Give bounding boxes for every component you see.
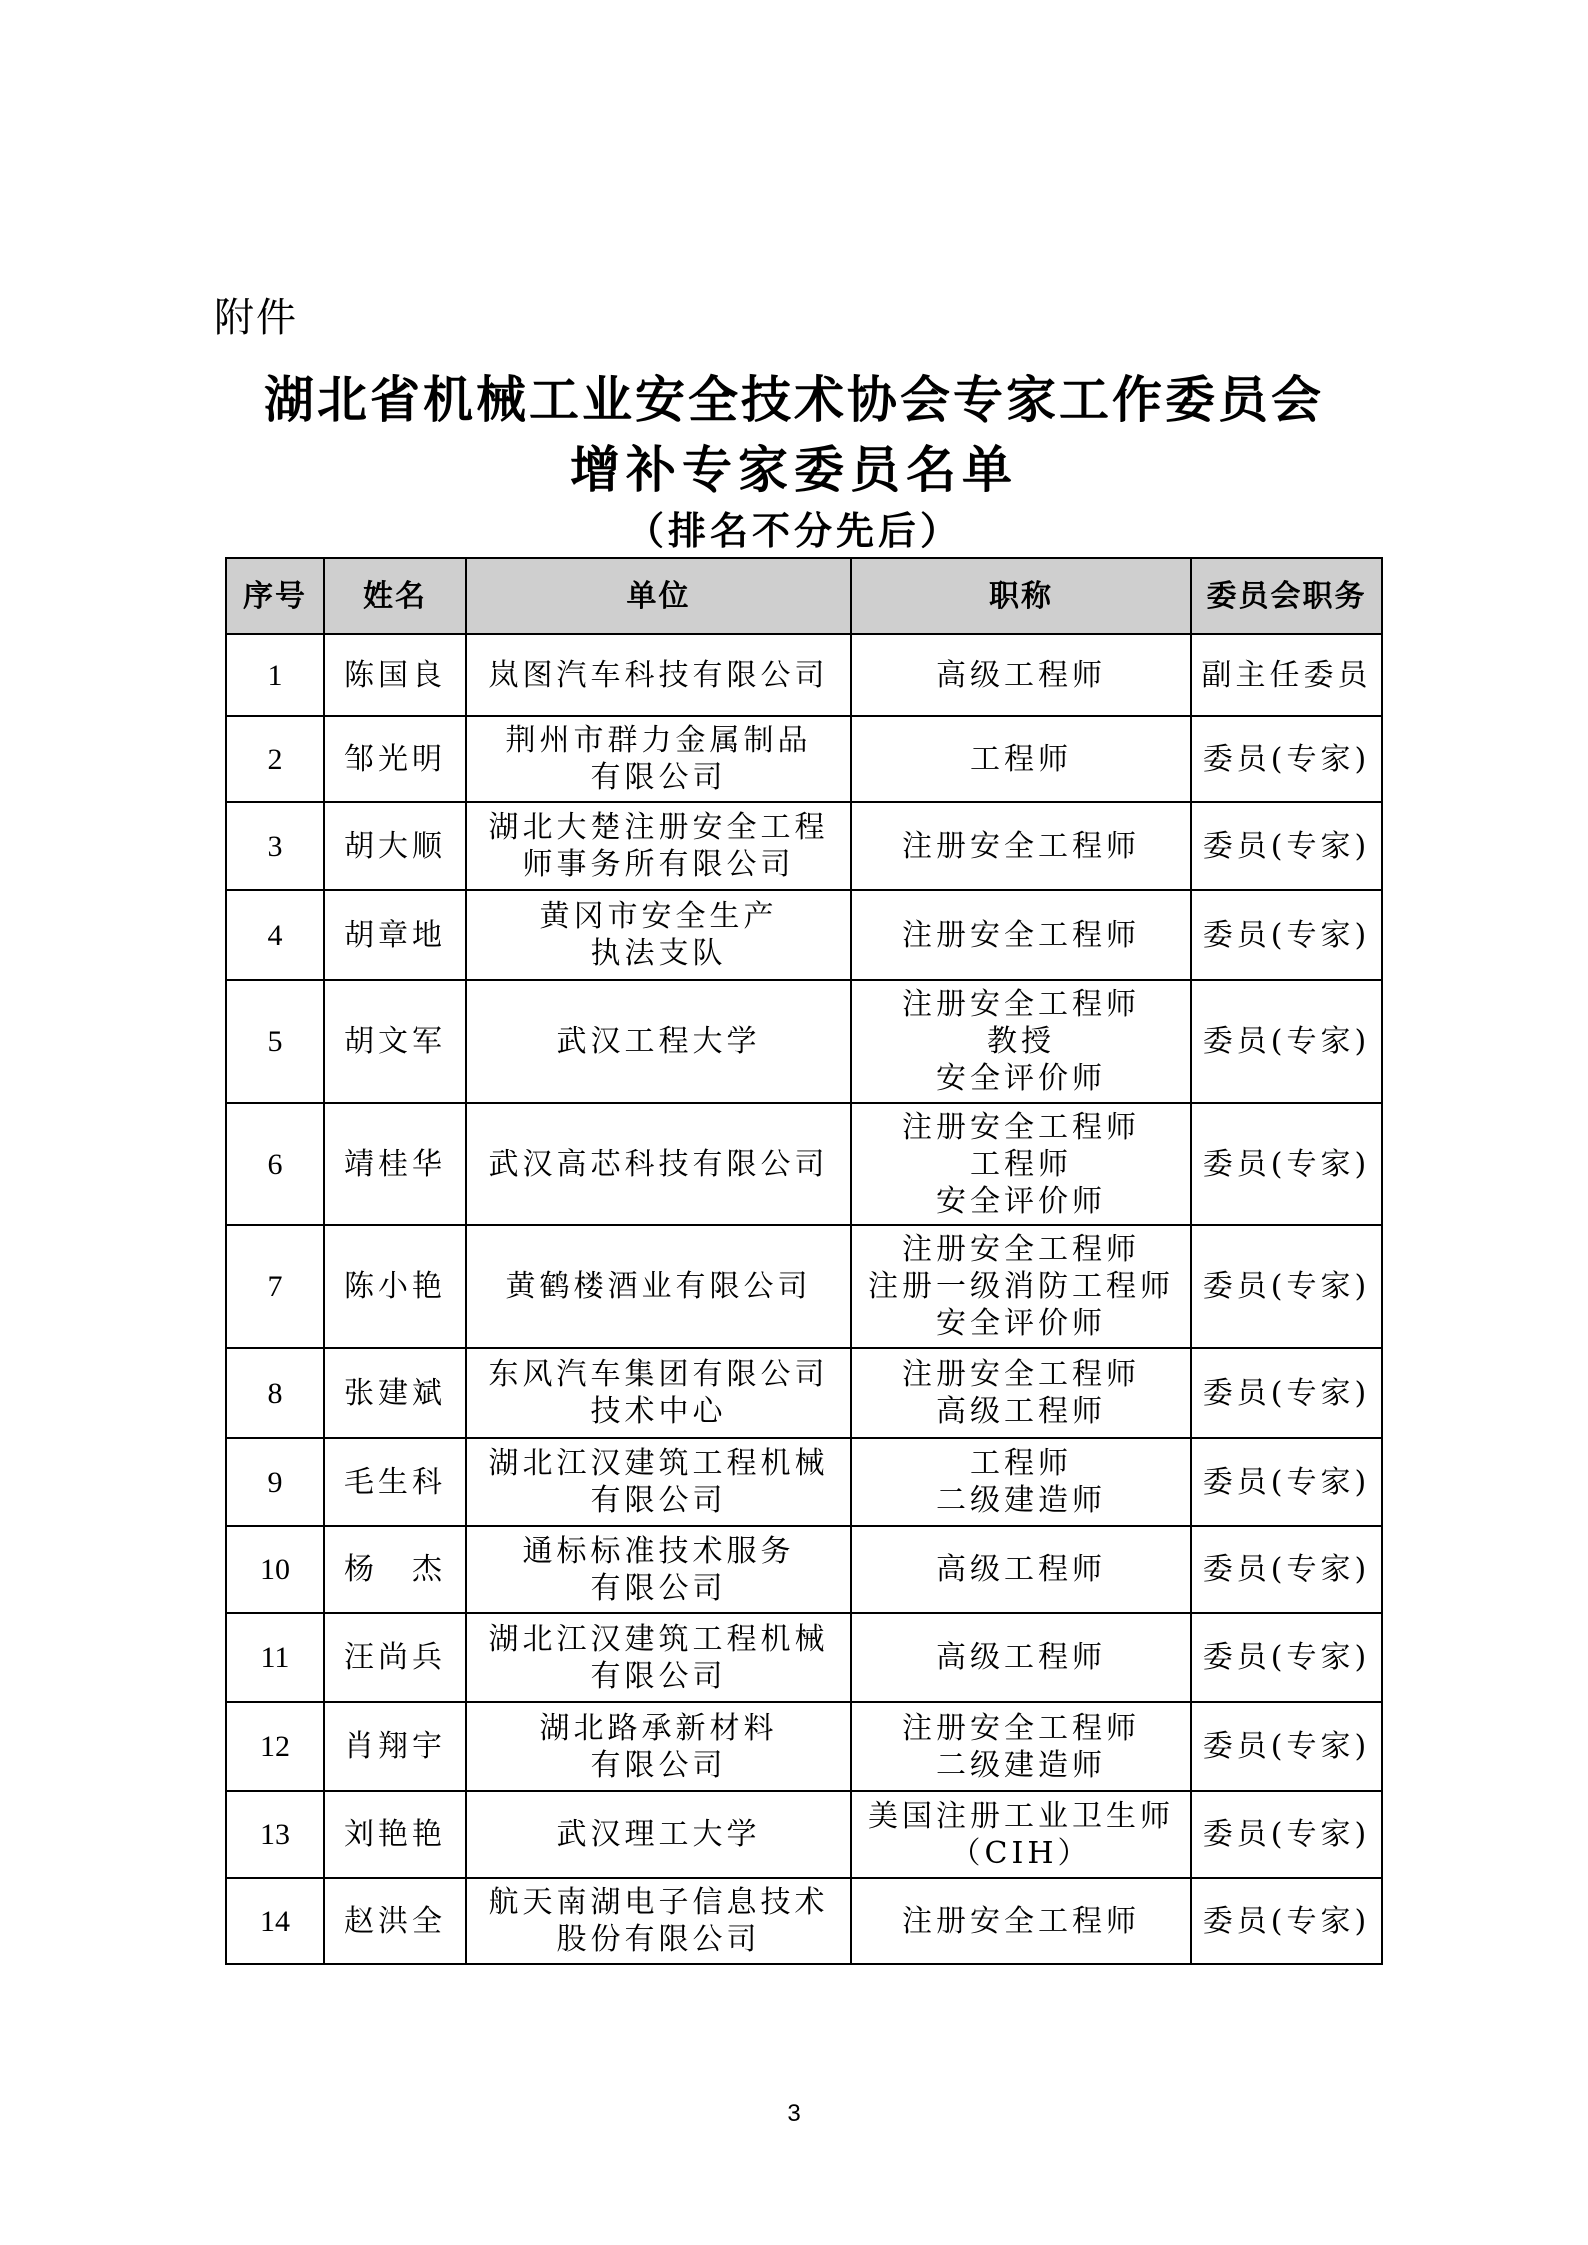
cell-committee-role: 委员(专家) bbox=[1191, 802, 1382, 890]
cell-committee-role: 委员(专家) bbox=[1191, 1791, 1382, 1878]
cell-unit-line: 湖北江汉建筑工程机械 bbox=[488, 1446, 829, 1481]
cell-name: 毛生科 bbox=[324, 1438, 466, 1526]
cell-unit bbox=[466, 1791, 851, 1878]
cell-committee-role: 委员(专家) bbox=[1191, 1438, 1382, 1526]
cell-unit bbox=[466, 1878, 851, 1964]
cell-professional-title bbox=[851, 1878, 1191, 1964]
cell-serial: 1 bbox=[226, 634, 324, 716]
cell-title-line: 工程师 bbox=[970, 1446, 1072, 1481]
cell-serial: 3 bbox=[226, 802, 324, 890]
cell-title-line: 高级工程师 bbox=[936, 1640, 1106, 1675]
cell-unit bbox=[466, 1613, 851, 1702]
cell-title-line: 注册安全工程师 bbox=[902, 1710, 1140, 1746]
cell-name: 靖桂华 bbox=[324, 1103, 466, 1225]
cell-professional-title bbox=[851, 1791, 1191, 1878]
cell-title-line: 美国注册工业卫生师 bbox=[868, 1798, 1174, 1834]
cell-unit bbox=[466, 634, 851, 716]
cell-name: 汪尚兵 bbox=[324, 1613, 466, 1702]
cell-unit-line: 武汉工程大学 bbox=[556, 1024, 761, 1059]
cell-serial: 12 bbox=[226, 1702, 324, 1791]
table-header-row bbox=[226, 558, 1382, 634]
cell-name: 张建斌 bbox=[324, 1348, 466, 1438]
cell-professional-title bbox=[851, 1103, 1191, 1225]
cell-name: 胡文军 bbox=[324, 980, 466, 1103]
cell-unit-line: 有限公司 bbox=[590, 1747, 727, 1783]
attachment-label: 附件 bbox=[214, 295, 298, 341]
cell-unit bbox=[466, 1526, 851, 1613]
cell-name: 杨 杰 bbox=[324, 1526, 466, 1613]
cell-professional-title bbox=[851, 1225, 1191, 1348]
cell-serial: 11 bbox=[226, 1613, 324, 1702]
cell-unit bbox=[466, 890, 851, 980]
document-title-line-1: 湖北省机械工业安全技术协会专家工作委员会 bbox=[264, 371, 1324, 429]
cell-unit-line: 航天南湖电子信息技术 bbox=[488, 1885, 829, 1920]
cell-unit-line: 湖北路承新材料 bbox=[539, 1710, 778, 1746]
cell-committee-role: 委员(专家) bbox=[1191, 1613, 1382, 1702]
expert-list-table bbox=[225, 557, 1383, 1965]
cell-unit-line: 岚图汽车科技有限公司 bbox=[488, 657, 829, 693]
cell-serial: 7 bbox=[226, 1225, 324, 1348]
cell-committee-role: 委员(专家) bbox=[1191, 980, 1382, 1103]
cell-professional-title bbox=[851, 802, 1191, 890]
table-row bbox=[226, 1878, 1382, 1964]
cell-committee-role: 委员(专家) bbox=[1191, 716, 1382, 802]
cell-unit bbox=[466, 980, 851, 1103]
cell-professional-title bbox=[851, 1348, 1191, 1438]
cell-serial: 9 bbox=[226, 1438, 324, 1526]
cell-serial: 10 bbox=[226, 1526, 324, 1613]
cell-unit-line: 师事务所有限公司 bbox=[522, 847, 795, 882]
cell-unit bbox=[466, 716, 851, 802]
cell-serial: 5 bbox=[226, 980, 324, 1103]
cell-title-line: 注册安全工程师 bbox=[902, 1232, 1140, 1267]
cell-serial: 6 bbox=[226, 1103, 324, 1225]
table-row bbox=[226, 980, 1382, 1103]
cell-unit-line: 执法支队 bbox=[590, 936, 727, 971]
cell-serial: 4 bbox=[226, 890, 324, 980]
cell-committee-role: 委员(专家) bbox=[1191, 1878, 1382, 1964]
cell-unit bbox=[466, 1225, 851, 1348]
cell-committee-role: 副主任委员 bbox=[1191, 634, 1382, 716]
cell-title-line: 二级建造师 bbox=[936, 1747, 1106, 1783]
cell-title-line: 安全评价师 bbox=[936, 1306, 1106, 1341]
cell-unit-line: 有限公司 bbox=[590, 1658, 727, 1694]
table-row bbox=[226, 1348, 1382, 1438]
cell-professional-title bbox=[851, 1613, 1191, 1702]
cell-professional-title bbox=[851, 1702, 1191, 1791]
cell-committee-role: 委员(专家) bbox=[1191, 1348, 1382, 1438]
cell-serial: 14 bbox=[226, 1878, 324, 1964]
cell-unit-line: 有限公司 bbox=[590, 760, 727, 795]
cell-name: 陈国良 bbox=[324, 634, 466, 716]
cell-name: 邹光明 bbox=[324, 716, 466, 802]
table-row bbox=[226, 1526, 1382, 1613]
table-row bbox=[226, 1791, 1382, 1878]
page-number: 3 bbox=[787, 2100, 801, 2127]
table-row bbox=[226, 1613, 1382, 1702]
cell-unit bbox=[466, 802, 851, 890]
cell-professional-title bbox=[851, 890, 1191, 980]
cell-title-line: （CIH） bbox=[950, 1835, 1092, 1871]
header-unit: 单位 bbox=[466, 558, 851, 634]
table-body bbox=[226, 634, 1382, 1964]
cell-unit-line: 有限公司 bbox=[590, 1570, 727, 1606]
document-subtitle: （排名不分先后） bbox=[625, 509, 962, 553]
cell-title-line: 工程师 bbox=[970, 741, 1072, 777]
cell-unit-line: 通标标准技术服务 bbox=[522, 1533, 795, 1569]
cell-title-line: 注册安全工程师 bbox=[902, 917, 1140, 953]
cell-title-line: 注册安全工程师 bbox=[902, 987, 1140, 1022]
cell-title-line: 注册安全工程师 bbox=[902, 1109, 1140, 1145]
cell-committee-role: 委员(专家) bbox=[1191, 1103, 1382, 1225]
cell-name: 刘艳艳 bbox=[324, 1791, 466, 1878]
cell-name: 赵洪全 bbox=[324, 1878, 466, 1964]
cell-serial: 13 bbox=[226, 1791, 324, 1878]
cell-name: 胡大顺 bbox=[324, 802, 466, 890]
table-row bbox=[226, 890, 1382, 980]
table-row bbox=[226, 1225, 1382, 1348]
cell-professional-title bbox=[851, 1438, 1191, 1526]
cell-unit-line: 黄冈市安全生产 bbox=[539, 899, 778, 934]
cell-unit bbox=[466, 1702, 851, 1791]
cell-professional-title bbox=[851, 980, 1191, 1103]
header-professional-title: 职称 bbox=[851, 558, 1191, 634]
cell-title-line: 二级建造师 bbox=[936, 1483, 1106, 1518]
cell-unit-line: 东风汽车集团有限公司 bbox=[488, 1357, 829, 1392]
cell-unit-line: 武汉理工大学 bbox=[556, 1817, 761, 1852]
header-name: 姓名 bbox=[324, 558, 466, 634]
cell-professional-title bbox=[851, 634, 1191, 716]
cell-committee-role: 委员(专家) bbox=[1191, 1225, 1382, 1348]
table-row bbox=[226, 1702, 1382, 1791]
table-row bbox=[226, 716, 1382, 802]
cell-name: 肖翔宇 bbox=[324, 1702, 466, 1791]
cell-unit-line: 股份有限公司 bbox=[556, 1922, 761, 1957]
cell-title-line: 高级工程师 bbox=[936, 657, 1106, 693]
cell-title-line: 安全评价师 bbox=[936, 1061, 1106, 1096]
cell-serial: 8 bbox=[226, 1348, 324, 1438]
cell-professional-title bbox=[851, 716, 1191, 802]
cell-unit bbox=[466, 1103, 851, 1225]
cell-unit-line: 有限公司 bbox=[590, 1483, 727, 1518]
cell-name: 陈小艳 bbox=[324, 1225, 466, 1348]
cell-title-line: 高级工程师 bbox=[936, 1552, 1106, 1587]
cell-committee-role: 委员(专家) bbox=[1191, 1526, 1382, 1613]
cell-title-line: 注册安全工程师 bbox=[902, 828, 1140, 864]
cell-unit bbox=[466, 1348, 851, 1438]
cell-unit-line: 湖北大楚注册安全工程 bbox=[488, 810, 829, 845]
cell-name: 胡章地 bbox=[324, 890, 466, 980]
table-row bbox=[226, 634, 1382, 716]
cell-title-line: 安全评价师 bbox=[936, 1183, 1106, 1219]
cell-title-line: 注册安全工程师 bbox=[902, 1357, 1140, 1392]
cell-serial: 2 bbox=[226, 716, 324, 802]
header-serial: 序号 bbox=[226, 558, 324, 634]
table-row bbox=[226, 1438, 1382, 1526]
table-row bbox=[226, 802, 1382, 890]
cell-committee-role: 委员(专家) bbox=[1191, 1702, 1382, 1791]
cell-unit-line: 武汉高芯科技有限公司 bbox=[488, 1146, 829, 1182]
cell-title-line: 注册一级消防工程师 bbox=[868, 1269, 1174, 1304]
table-row bbox=[226, 1103, 1382, 1225]
cell-unit bbox=[466, 1438, 851, 1526]
header-committee-role: 委员会职务 bbox=[1191, 558, 1382, 634]
cell-unit-line: 荆州市群力金属制品 bbox=[505, 723, 812, 758]
cell-unit-line: 黄鹤楼酒业有限公司 bbox=[505, 1269, 812, 1304]
cell-committee-role: 委员(专家) bbox=[1191, 890, 1382, 980]
cell-title-line: 教授 bbox=[987, 1024, 1055, 1059]
cell-title-line: 注册安全工程师 bbox=[902, 1903, 1140, 1939]
cell-unit-line: 技术中心 bbox=[590, 1394, 727, 1429]
cell-title-line: 高级工程师 bbox=[936, 1394, 1106, 1429]
cell-unit-line: 湖北江汉建筑工程机械 bbox=[488, 1621, 829, 1657]
cell-title-line: 工程师 bbox=[970, 1146, 1072, 1182]
document-title-line-2: 增补专家委员名单 bbox=[570, 441, 1018, 499]
cell-professional-title bbox=[851, 1526, 1191, 1613]
